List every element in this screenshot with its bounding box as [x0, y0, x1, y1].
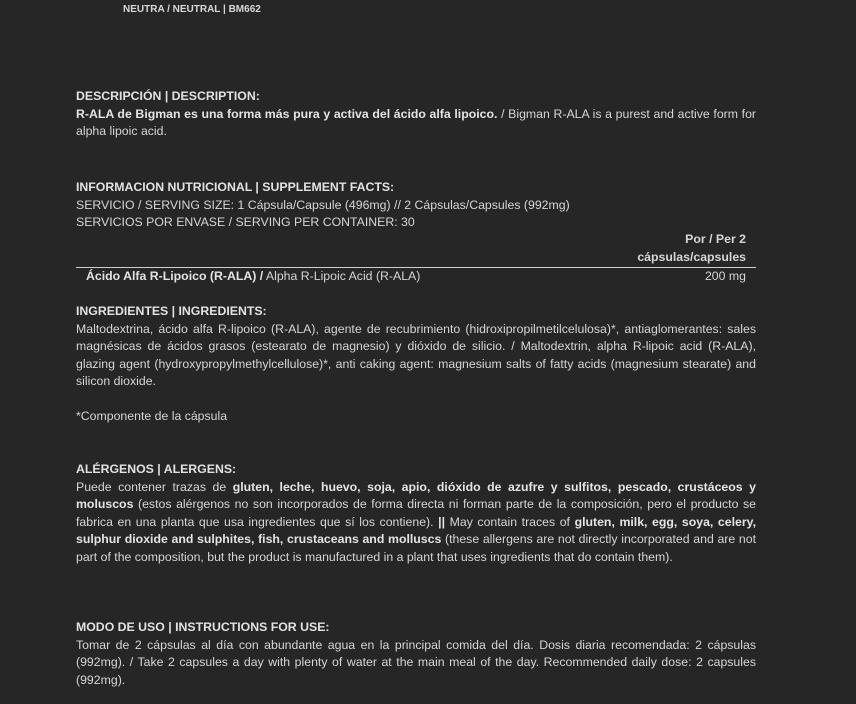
- allergens-section: [76, 461, 756, 566]
- per-serving-line1: Por / Per 2: [685, 232, 746, 246]
- fact-name-es: Ácido Alfa R-Lipoico (R-ALA) /: [86, 269, 264, 283]
- allergens-part4: (these allergens are not directly incorporated and are not part of the composition, but the product is manufactured in a plant that uses ingredients that do contain them).: [76, 532, 756, 564]
- facts-section: [76, 179, 756, 232]
- facts-heading: INFORMACION NUTRICIONAL | SUPPLEMENT FACTS:: [76, 180, 395, 194]
- per-serving-line2: cápsulas/capsules: [637, 249, 746, 264]
- allergens-list-en: gluten, milk, egg, soya, celery, sulphur dioxide and sulphites, fish, crustaceans and molluscs: [76, 514, 756, 546]
- variant-code: NEUTRA / NEUTRAL | BM662: [123, 4, 261, 15]
- usage-heading: MODO DE USO | INSTRUCTIONS FOR USE:: [76, 620, 330, 634]
- per-serving-header: [76, 231, 756, 266]
- fact-name: [86, 268, 420, 286]
- usage-text: Tomar de 2 cápsulas al día con abundante agua en la principal comida del día. Dosis diaria recomendada: 2 cápsulas (992mg). / Take 2 capsules a day with plenty of water at the main meal of the day. Recommended daily dose: 2 capsules (992mg).: [76, 637, 756, 687]
- allergens-separator: ||: [438, 514, 446, 529]
- allergens-heading: ALÉRGENOS | ALERGENS:: [76, 462, 237, 476]
- description-heading: DESCRIPCIÓN | DESCRIPTION:: [76, 89, 260, 103]
- fact-name-en: Alpha R-Lipoic Acid (R-ALA): [263, 269, 421, 283]
- facts-table: [76, 231, 756, 286]
- allergens-part3: May contain traces of: [445, 514, 575, 529]
- allergens-list-es: gluten, leche, huevo, soja, apio, dióxido de azufre y sulfitos, pescado, crustáceos y moluscos: [76, 479, 756, 511]
- capsule-note: *Componente de la cápsula: [76, 408, 228, 423]
- usage-section: [76, 619, 756, 689]
- allergens-part1: Puede contener trazas de: [76, 479, 233, 494]
- serving-size: SERVICIO / SERVING SIZE: 1 Cápsula/Capsule (496mg) // 2 Cápsulas/Capsules (992mg): [76, 197, 570, 212]
- ingredients-section: [76, 303, 756, 425]
- allergens-text: [76, 479, 756, 567]
- fact-value: 200 mg: [704, 269, 746, 283]
- description-text: [76, 106, 756, 141]
- description-english: / Bigman R-ALA is a purest and active form for alpha lipoic acid.: [76, 106, 757, 138]
- ingredients-text: Maltodextrina, ácido alfa R-lipoico (R-ALA), agente de recubrimiento (hidroxipropilmetilcelulosa)*, antiaglomerantes: sales magnésicas de ácidos grasos (estearato de magnesio) y dióxido de silicio. / Maltodextrin, alpha R-lipoic acid (R-ALA), glazing agent (hydroxypropylmethylcellulose)*, anti caking agent: magnesium salts of fatty acids (magnesium stearate) and silicon dioxide.: [76, 321, 756, 388]
- description-section: [76, 88, 756, 141]
- servings-per-container: SERVICIOS POR ENVASE / SERVING PER CONTAINER: 30: [76, 215, 415, 229]
- description-bold: R-ALA de Bigman es una forma más pura y activa del ácido alfa lipoico.: [76, 106, 498, 121]
- ingredients-heading: INGREDIENTES | INGREDIENTS:: [76, 304, 267, 318]
- fact-row: [76, 268, 756, 286]
- allergens-part2: (estos alérgenos no son incorporados de forma directa ni forman parte de la composición, pero el producto se fabrica en una planta que usa ingredientes que sí los contiene).: [76, 497, 756, 529]
